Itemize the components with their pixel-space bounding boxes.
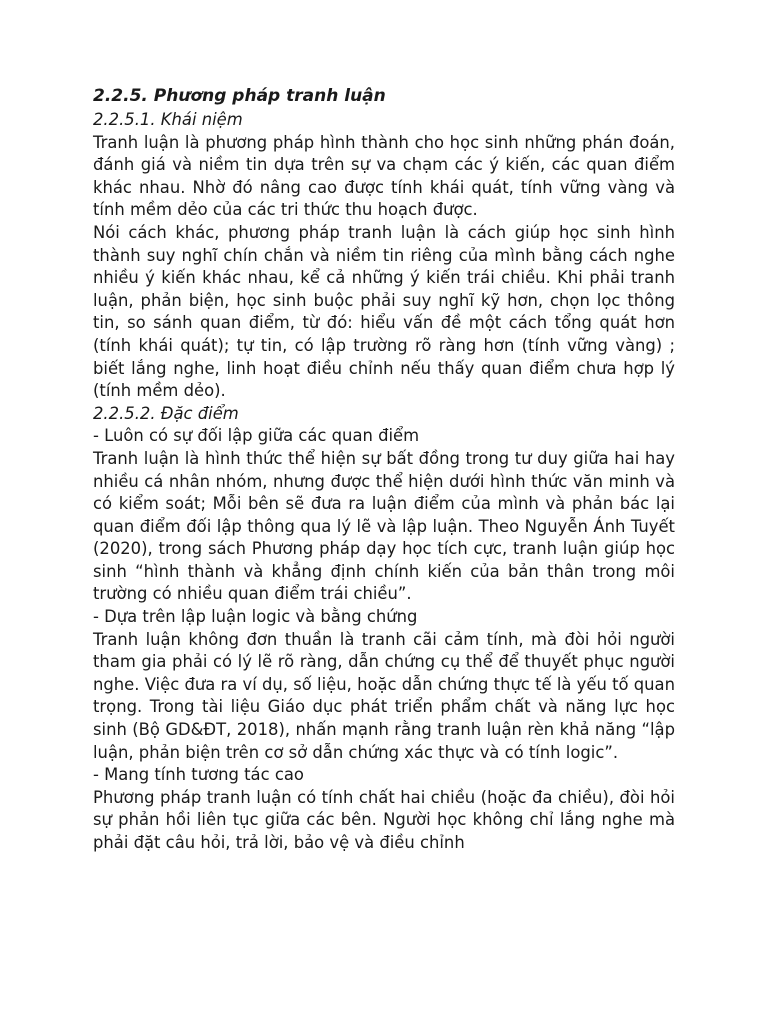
section-heading: 2.2.5. Phương pháp tranh luận <box>93 86 386 106</box>
paragraph: Tranh luận là hình thức thể hiện sự bất đồng trong tư duy giữa hai hay nhiều cá nhân nhóm, nhưng được thể hiện dưới hình thức văn minh và có kiểm soát; Mỗi bên sẽ đưa ra luận điểm của mình và phản bác lại quan điểm đối lập thông qua lý lẽ và lập luận. Theo Nguyễn Ánh Tuyết (2020), trong sách Phương pháp dạy học tích cực, tranh luận giúp học sinh “hình thành và khẳng định chính kiến của bản thân trong môi trường có nhiều quan điểm trái chiều”. <box>93 448 675 604</box>
point-label: - Luôn có sự đối lập giữa các quan điểm <box>93 426 420 446</box>
subsection-title-concept: 2.2.5.1. Khái niệm <box>93 110 243 129</box>
point-label: - Mang tính tương tác cao <box>93 765 304 785</box>
paragraph: Phương pháp tranh luận có tính chất hai chiều (hoặc đa chiều), đòi hỏi sự phản hồi liên tục giữa các bên. Người học không chỉ lắng nghe mà phải đặt câu hỏi, trả lời, bảo vệ và điều chỉnh <box>93 787 675 852</box>
subsection-title-characteristics: 2.2.5.2. Đặc điểm <box>93 403 239 423</box>
paragraph: Tranh luận không đơn thuần là tranh cãi cảm tính, mà đòi hỏi người tham gia phải có lý lẽ rõ ràng, dẫn chứng cụ thể để thuyết phục người nghe. Việc đưa ra ví dụ, số liệu, hoặc dẫn chứng thực tế là yếu tố quan trọng. Trong tài liệu Giáo dục phát triển phẩm chất và năng lực học sinh (Bộ GD&ĐT, 2018), nhấn mạnh rằng tranh luận rèn khả năng “lập luận, phản biện trên cơ sở dẫn chứng xác thực và có tính logic”. <box>93 629 675 762</box>
document-page <box>93 84 675 855</box>
point-label: - Dựa trên lập luận logic và bằng chứng <box>93 607 418 627</box>
paragraph: Nói cách khác, phương pháp tranh luận là cách giúp học sinh hình thành suy nghĩ chín chắn và niềm tin riêng của mình bằng cách nghe nhiều ý kiến khác nhau, kể cả những ý kiến trái chiều. Khi phải tranh luận, phản biện, học sinh buộc phải suy nghĩ kỹ hơn, chọn lọc thông tin, so sánh quan điểm, từ đó: hiểu vấn đề một cách tổng quát hơn (tính khái quát); tự tin, có lập trường rõ ràng hơn (tính vững vàng) ; biết lắng nghe, linh hoạt điều chỉnh nếu thấy quan điểm chưa hợp lý (tính mềm dẻo). <box>93 222 675 401</box>
paragraph: Tranh luận là phương pháp hình thành cho học sinh những phán đoán, đánh giá và niềm tin dựa trên sự va chạm các ý kiến, các quan điểm khác nhau. Nhờ đó nâng cao được tính khái quát, tính vững vàng và tính mềm dẻo của các tri thức thu hoạch được. <box>93 132 675 220</box>
